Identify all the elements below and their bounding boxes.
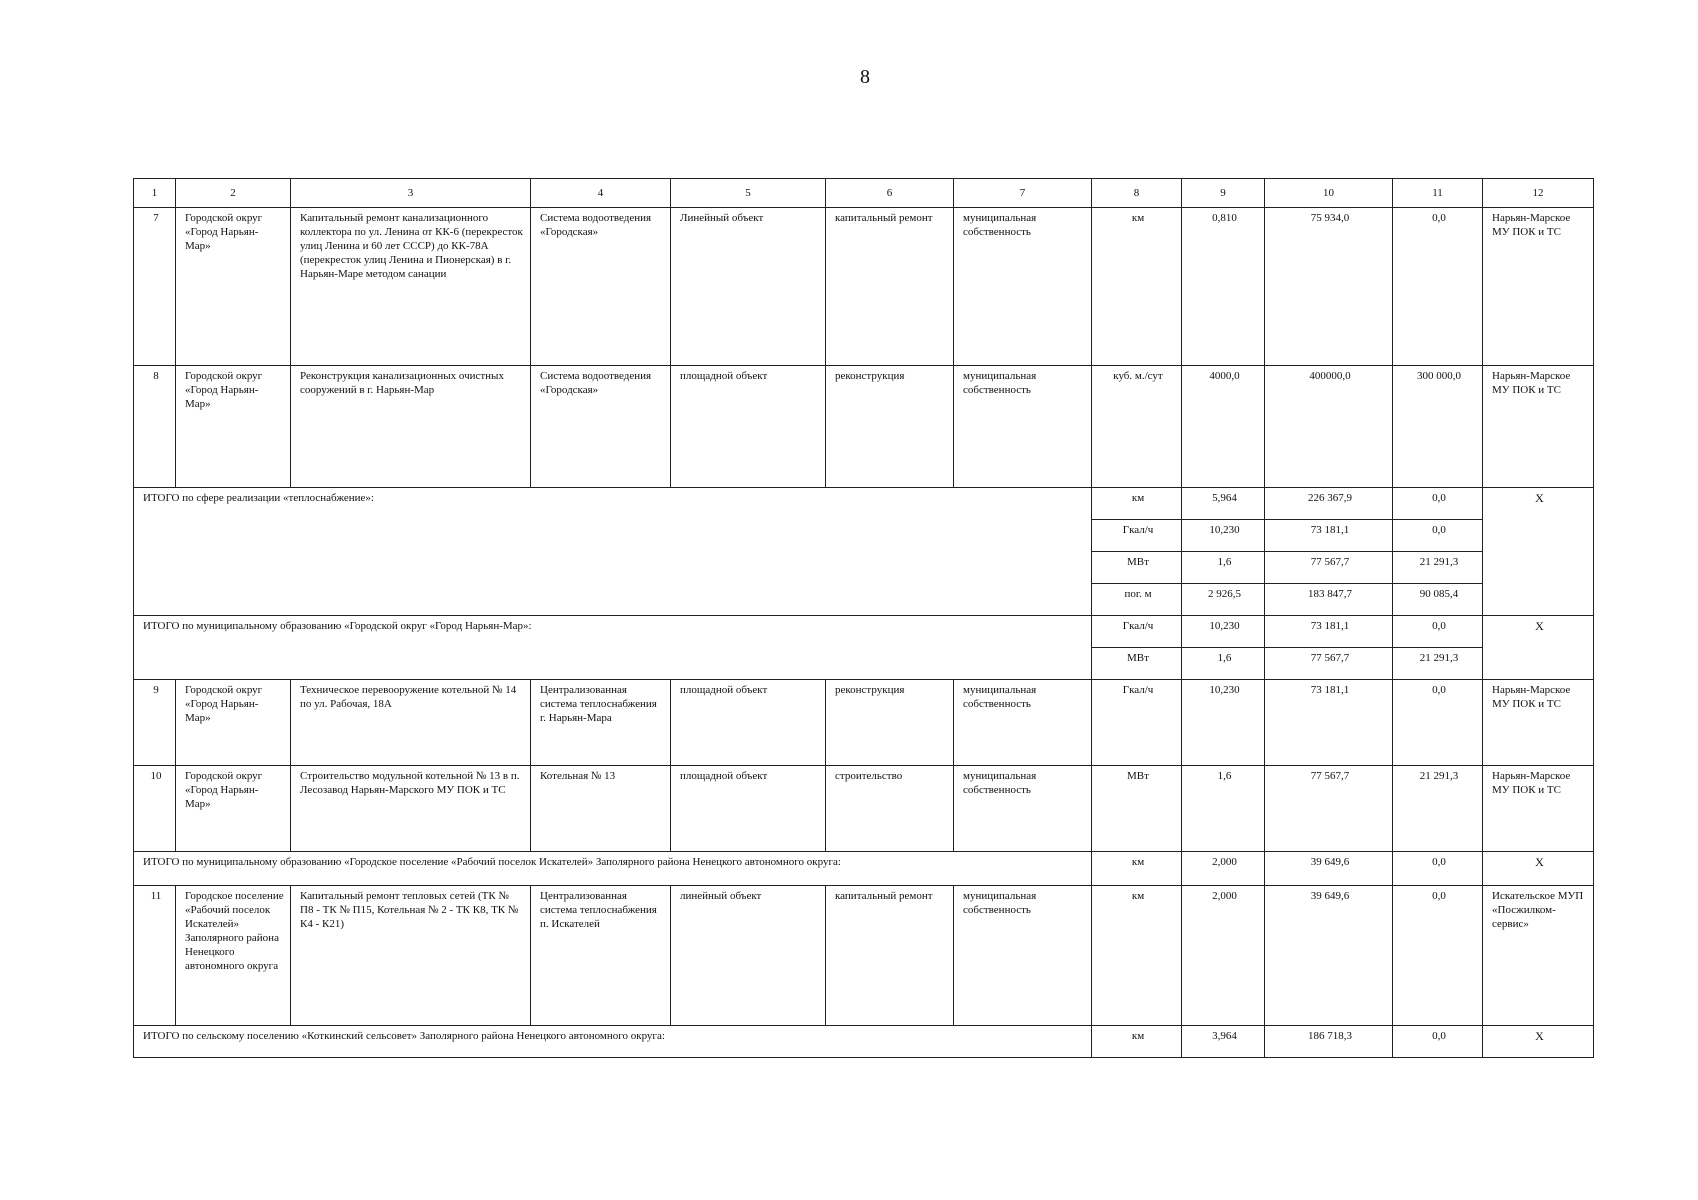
column-number: 4 — [531, 179, 671, 208]
total-kotkino-label: ИТОГО по сельскому поселению «Коткинский сельсовет» Заполярного района Ненецкого автономного округа: — [134, 1026, 1092, 1058]
capacity-cell: 3,964 — [1182, 1026, 1265, 1058]
capacity-cell: 4000,0 — [1182, 366, 1265, 488]
capacity-cell: 1,6 — [1182, 766, 1265, 852]
col11-cell: 0,0 — [1393, 680, 1483, 766]
col11-cell: 0,0 — [1393, 1026, 1483, 1058]
col12-cell: Х — [1483, 488, 1594, 616]
unit-cell: км — [1092, 488, 1182, 520]
column-number: 3 — [291, 179, 531, 208]
col11-cell: 0,0 — [1393, 488, 1483, 520]
column-number: 10 — [1265, 179, 1393, 208]
cost-cell: 400000,0 — [1265, 366, 1393, 488]
table-row — [134, 366, 1594, 488]
object-type-cell: площадной объект — [671, 766, 826, 852]
column-number-row — [134, 179, 1594, 208]
cost-cell: 77 567,7 — [1265, 766, 1393, 852]
executor-cell: Нарьян-Марское МУ ПОК и ТС — [1483, 366, 1594, 488]
capacity-cell: 10,230 — [1182, 616, 1265, 648]
cost-cell: 77 567,7 — [1265, 552, 1393, 584]
table-row — [134, 208, 1594, 366]
table-row — [134, 886, 1594, 1026]
system-cell: Централизованная система теплоснабжения г. Нарьян-Мара — [531, 680, 671, 766]
unit-cell: пог. м — [1092, 584, 1182, 616]
system-cell: Система водоотведения «Городская» — [531, 208, 671, 366]
page-number: 8 — [860, 66, 870, 88]
total-heat-label: ИТОГО по сфере реализации «теплоснабжение»: — [134, 488, 1092, 616]
total-row — [134, 1026, 1594, 1058]
cost-cell: 39 649,6 — [1265, 852, 1393, 886]
unit-cell: км — [1092, 208, 1182, 366]
executor-cell: Искательское МУП «Посжилком-сервис» — [1483, 886, 1594, 1026]
cost-cell: 77 567,7 — [1265, 648, 1393, 680]
unit-cell: МВт — [1092, 766, 1182, 852]
capacity-cell: 1,6 — [1182, 648, 1265, 680]
cost-cell: 73 181,1 — [1265, 520, 1393, 552]
work-type-cell: капитальный ремонт — [826, 886, 954, 1026]
total-row — [134, 852, 1594, 886]
territory-cell: Городской округ «Город Нарьян-Мар» — [176, 680, 291, 766]
col11-cell: 0,0 — [1393, 886, 1483, 1026]
col11-cell: 21 291,3 — [1393, 766, 1483, 852]
executor-cell: Нарьян-Марское МУ ПОК и ТС — [1483, 680, 1594, 766]
column-number: 2 — [176, 179, 291, 208]
territory-cell: Городской округ «Город Нарьян-Мар» — [176, 208, 291, 366]
project-name-cell: Техническое перевооружение котельной № 14 по ул. Рабочая, 18А — [291, 680, 531, 766]
table-row — [134, 766, 1594, 852]
total-row — [134, 616, 1594, 648]
column-number: 12 — [1483, 179, 1594, 208]
table-row — [134, 680, 1594, 766]
executor-cell: Нарьян-Марское МУ ПОК и ТС — [1483, 208, 1594, 366]
total-iskateley-label: ИТОГО по муниципальному образованию «Городское поселение «Рабочий поселок Искателей» Заполярного района Ненецкого автономного округа: — [134, 852, 1092, 886]
ownership-cell: муниципальная собственность — [954, 208, 1092, 366]
territory-cell: Городской округ «Город Нарьян-Мар» — [176, 766, 291, 852]
capacity-cell: 10,230 — [1182, 680, 1265, 766]
cost-cell: 39 649,6 — [1265, 886, 1393, 1026]
work-type-cell: реконструкция — [826, 366, 954, 488]
row-number: 8 — [134, 366, 176, 488]
col11-cell: 21 291,3 — [1393, 552, 1483, 584]
cost-cell: 226 367,9 — [1265, 488, 1393, 520]
capacity-cell: 2 926,5 — [1182, 584, 1265, 616]
col11-cell: 0,0 — [1393, 616, 1483, 648]
cost-cell: 186 718,3 — [1265, 1026, 1393, 1058]
column-number: 6 — [826, 179, 954, 208]
row-number: 10 — [134, 766, 176, 852]
cost-cell: 75 934,0 — [1265, 208, 1393, 366]
total-municipal-label: ИТОГО по муниципальному образованию «Городской округ «Город Нарьян-Мар»: — [134, 616, 1092, 680]
column-number: 8 — [1092, 179, 1182, 208]
project-name-cell: Капитальный ремонт канализационного коллектора по ул. Ленина от КК-6 (перекресток улиц Ленина и 60 лет СССР) до КК-78А (перекресток улиц Ленина и Пионерская) в г. Нарьян-Маре методом санации — [291, 208, 531, 366]
executor-cell: Нарьян-Марское МУ ПОК и ТС — [1483, 766, 1594, 852]
unit-cell: км — [1092, 886, 1182, 1026]
capacity-cell: 2,000 — [1182, 852, 1265, 886]
row-number: 7 — [134, 208, 176, 366]
unit-cell: км — [1092, 1026, 1182, 1058]
system-cell: Котельная № 13 — [531, 766, 671, 852]
investment-table — [133, 178, 1594, 1058]
project-name-cell: Капитальный ремонт тепловых сетей (ТК № П8 - ТК № П15, Котельная № 2 - ТК К8, ТК № К4 - К21) — [291, 886, 531, 1026]
system-cell: Система водоотведения «Городская» — [531, 366, 671, 488]
col11-cell: 90 085,4 — [1393, 584, 1483, 616]
object-type-cell: Линейный объект — [671, 208, 826, 366]
column-number: 7 — [954, 179, 1092, 208]
col11-cell: 0,0 — [1393, 852, 1483, 886]
project-name-cell: Строительство модульной котельной № 13 в п. Лесозавод Нарьян-Марского МУ ПОК и ТС — [291, 766, 531, 852]
system-cell: Централизованная система теплоснабжения п. Искателей — [531, 886, 671, 1026]
column-number: 5 — [671, 179, 826, 208]
work-type-cell: строительство — [826, 766, 954, 852]
col11-cell: 21 291,3 — [1393, 648, 1483, 680]
work-type-cell: капитальный ремонт — [826, 208, 954, 366]
capacity-cell: 2,000 — [1182, 886, 1265, 1026]
row-number: 9 — [134, 680, 176, 766]
col12-cell: Х — [1483, 852, 1594, 886]
cost-cell: 183 847,7 — [1265, 584, 1393, 616]
territory-cell: Городской округ «Город Нарьян-Мар» — [176, 366, 291, 488]
object-type-cell: площадной объект — [671, 680, 826, 766]
unit-cell: МВт — [1092, 552, 1182, 584]
column-number: 1 — [134, 179, 176, 208]
column-number: 9 — [1182, 179, 1265, 208]
territory-cell: Городское поселение «Рабочий поселок Искателей» Заполярного района Ненецкого автономного округа — [176, 886, 291, 1026]
col12-cell: Х — [1483, 1026, 1594, 1058]
ownership-cell: муниципальная собственность — [954, 680, 1092, 766]
work-type-cell: реконструкция — [826, 680, 954, 766]
capacity-cell: 10,230 — [1182, 520, 1265, 552]
unit-cell: км — [1092, 852, 1182, 886]
cost-cell: 73 181,1 — [1265, 680, 1393, 766]
row-number: 11 — [134, 886, 176, 1026]
column-number: 11 — [1393, 179, 1483, 208]
project-name-cell: Реконструкция канализационных очистных сооружений в г. Нарьян-Мар — [291, 366, 531, 488]
capacity-cell: 0,810 — [1182, 208, 1265, 366]
total-row — [134, 488, 1594, 520]
ownership-cell: муниципальная собственность — [954, 366, 1092, 488]
object-type-cell: площадной объект — [671, 366, 826, 488]
col11-cell: 0,0 — [1393, 208, 1483, 366]
unit-cell: Гкал/ч — [1092, 520, 1182, 552]
cost-cell: 73 181,1 — [1265, 616, 1393, 648]
ownership-cell: муниципальная собственность — [954, 766, 1092, 852]
object-type-cell: линейный объект — [671, 886, 826, 1026]
ownership-cell: муниципальная собственность — [954, 886, 1092, 1026]
col11-cell: 0,0 — [1393, 520, 1483, 552]
unit-cell: куб. м./сут — [1092, 366, 1182, 488]
col12-cell: Х — [1483, 616, 1594, 680]
capacity-cell: 1,6 — [1182, 552, 1265, 584]
col11-cell: 300 000,0 — [1393, 366, 1483, 488]
unit-cell: Гкал/ч — [1092, 680, 1182, 766]
capacity-cell: 5,964 — [1182, 488, 1265, 520]
unit-cell: Гкал/ч — [1092, 616, 1182, 648]
unit-cell: МВт — [1092, 648, 1182, 680]
